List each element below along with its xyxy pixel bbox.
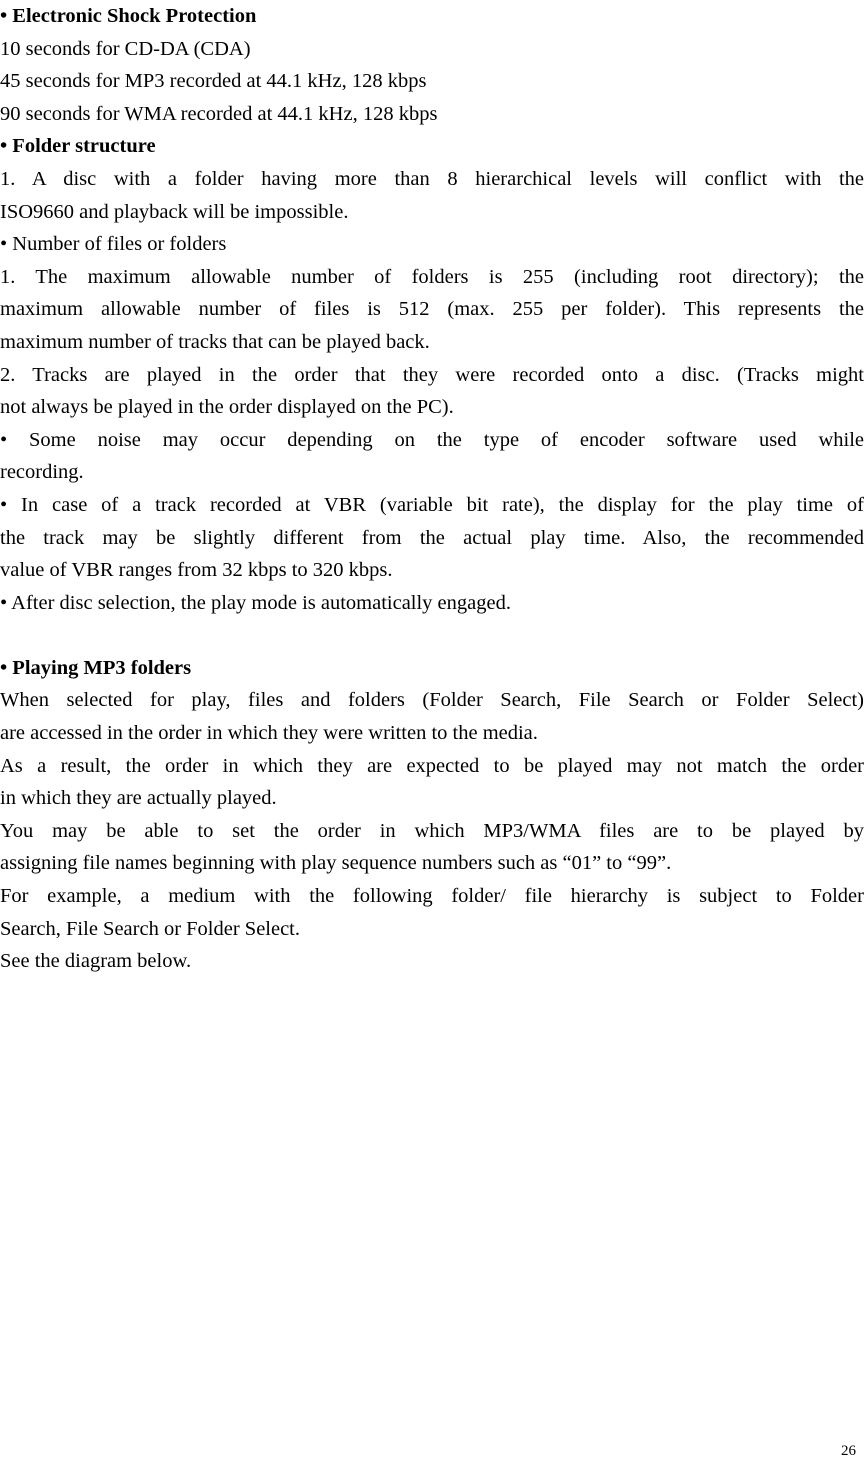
heading-folder-structure: • Folder structure (0, 135, 156, 158)
text-line: When selected for play, files and folders (Folder Search, File Search or Folder Select) (0, 689, 864, 712)
text-line: maximum allowable number of files is 512 (max. 255 per folder). This represents the (0, 298, 864, 321)
text-line: assigning file names beginning with play sequence numbers such as “01” to “99”. (0, 852, 672, 875)
text-line: You may be able to set the order in which MP3/WMA files are to be played by (0, 819, 864, 842)
text-line: For example, a medium with the following folder/ file hierarchy is subject to Folder (0, 885, 864, 908)
text-line: Search, File Search or Folder Select. (0, 917, 301, 940)
text-line: • After disc selection, the play mode is automatically engaged. (0, 591, 511, 614)
text-line: As a result, the order in which they are expected to be played may not match the order (0, 754, 864, 777)
text-line: • In case of a track recorded at VBR (variable bit rate), the display for the play time of (0, 493, 864, 516)
text-line: 90 seconds for WMA recorded at 44.1 kHz, 128 kbps (0, 102, 438, 125)
text-line: • Number of files or folders (0, 233, 227, 256)
text-line: 1. The maximum allowable number of folders is 255 (including root directory); the (0, 265, 864, 288)
text-line: • Some noise may occur depending on the type of encoder software used while (0, 428, 864, 451)
text-line: 2. Tracks are played in the order that they were recorded onto a disc. (Tracks might (0, 363, 864, 386)
text-line: in which they are actually played. (0, 787, 277, 810)
text-line: 10 seconds for CD-DA (CDA) (0, 37, 251, 60)
text-line: 1. A disc with a folder having more than 8 hierarchical levels will conflict with the (0, 167, 864, 190)
text-line: See the diagram below. (0, 950, 192, 973)
text-line: are accessed in the order in which they were written to the media. (0, 722, 538, 745)
text-line: maximum number of tracks that can be played back. (0, 330, 430, 353)
text-line: not always be played in the order displayed on the PC). (0, 396, 454, 419)
heading-playing-mp3-folders: • Playing MP3 folders (0, 656, 192, 679)
paragraph-gap (0, 619, 864, 652)
text-line: value of VBR ranges from 32 kbps to 320 kbps. (0, 559, 393, 582)
text-line: ISO9660 and playback will be impossible. (0, 200, 349, 223)
text-line: recording. (0, 461, 84, 484)
page-number: 26 (841, 1443, 856, 1459)
text-line: 45 seconds for MP3 recorded at 44.1 kHz, 128 kbps (0, 70, 427, 93)
heading-electronic-shock-protection: • Electronic Shock Protection (0, 5, 257, 27)
text-line: the track may be slightly different from the actual play time. Also, the recommended (0, 526, 864, 549)
